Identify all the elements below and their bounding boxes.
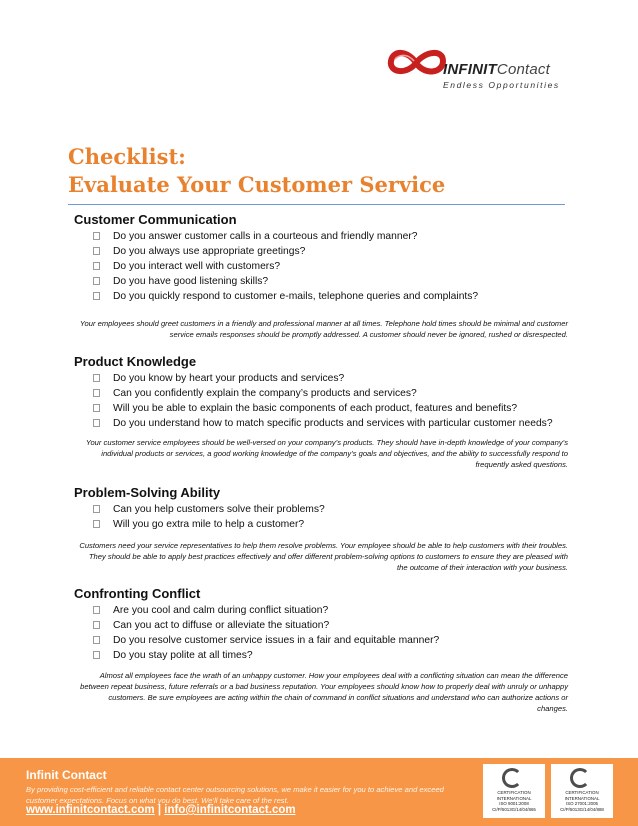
checklist-item-text: Will you go extra mile to help a customer? bbox=[113, 519, 305, 530]
section-heading: Confronting Conflict bbox=[74, 586, 201, 601]
email-link[interactable]: info@infinitcontact.com bbox=[164, 804, 296, 816]
checklist-item bbox=[68, 274, 568, 289]
section-heading: Problem-Solving Ability bbox=[74, 485, 221, 500]
section-note: Your employees should greet customers in a friendly and professional manner at all times. Telephone hold times should be minimal and customer service emails responses should be promptly addressed. A customer should never be ignored, rushed or disrespected. bbox=[79, 319, 568, 339]
website-link[interactable]: www.infinitcontact.com bbox=[26, 804, 155, 816]
checklist-item-text: Do you stay polite at all times? bbox=[113, 650, 253, 661]
checklist bbox=[68, 603, 568, 663]
checklist-item bbox=[68, 259, 568, 274]
checklist-item-text: Do you always use appropriate greetings? bbox=[113, 246, 306, 257]
checklist-item bbox=[68, 416, 568, 431]
section-confronting-conflict bbox=[68, 586, 568, 714]
title-line-1: Checklist: bbox=[68, 144, 186, 169]
certification-text: CERTIFICATION INTERNATIONAL ISO 9001:2008 CI/P/5013G/14/04/865 bbox=[492, 790, 536, 812]
checklist bbox=[68, 502, 568, 532]
checkbox[interactable] bbox=[93, 520, 100, 528]
infinity-logo-icon bbox=[385, 43, 447, 83]
checklist-item-text: Can you help customers solve their problems? bbox=[113, 504, 325, 515]
section-note: Your customer service employees should be well-versed on your company’s products. They should have in-depth knowledge of your company’s individual products or services, a good working knowledge of the company’s goals and objectives, and the ability to successfully respond to frequently asked questions. bbox=[85, 438, 568, 469]
checkbox[interactable] bbox=[93, 505, 100, 513]
checkbox[interactable] bbox=[93, 404, 100, 412]
checklist-item bbox=[68, 386, 568, 401]
checklist-sections bbox=[68, 212, 568, 714]
section-note: Almost all employees face the wrath of an unhappy customer. How your employees deal with a conflicting situation can mean the difference between repeat business, future referrals or a bad business reputation. Your employees should know how to properly deal with unruly or unhappy customers. Be sure employees are acting within the chain of command in conflict situations and understand who can authorize actions or changes. bbox=[80, 671, 568, 713]
footer-company-name: Infinit Contact bbox=[26, 768, 107, 782]
checklist-item bbox=[68, 648, 568, 663]
checklist-item-text: Do you answer customer calls in a courteous and friendly manner? bbox=[113, 231, 418, 242]
checkbox[interactable] bbox=[93, 232, 100, 240]
logo-tagline: Endless Opportunities bbox=[443, 80, 560, 90]
checklist-item-text: Do you quickly respond to customer e-mails, telephone queries and complaints? bbox=[113, 291, 479, 302]
checkbox[interactable] bbox=[93, 389, 100, 397]
checkbox[interactable] bbox=[93, 247, 100, 255]
checklist-item-text: Are you cool and calm during conflict situation? bbox=[113, 605, 329, 616]
checkbox[interactable] bbox=[93, 419, 100, 427]
link-separator: | bbox=[157, 804, 162, 816]
logo-name-light: Contact bbox=[496, 61, 551, 78]
page-title bbox=[68, 143, 565, 199]
checkbox[interactable] bbox=[93, 262, 100, 270]
checklist-item-text: Can you act to diffuse or alleviate the situation? bbox=[113, 620, 330, 631]
checklist-item-text: Do you understand how to match specific products and services with particular customer needs? bbox=[113, 418, 553, 429]
checklist-item-text: Do you interact well with customers? bbox=[113, 261, 281, 272]
footer-blurb: By providing cost-efficient and reliable contact center outsourcing solutions, we make it easier for you to achieve and exceed customer expectations. Focus on what you do best. We’ll take care of the rest. bbox=[26, 785, 444, 805]
certification-seal-icon bbox=[570, 768, 590, 788]
iso-27001-certification-badge bbox=[551, 764, 613, 818]
logo-name-bold: INFINIT bbox=[443, 61, 497, 78]
checklist-item bbox=[68, 244, 568, 259]
certification-seal-icon bbox=[502, 768, 522, 788]
checklist-item bbox=[68, 229, 568, 244]
checkbox[interactable] bbox=[93, 621, 100, 629]
checklist-item bbox=[68, 517, 568, 532]
checklist-item bbox=[68, 401, 568, 416]
checklist-item bbox=[68, 502, 568, 517]
checkbox[interactable] bbox=[93, 374, 100, 382]
footer-contact-links bbox=[26, 804, 296, 816]
iso-9001-certification-badge bbox=[483, 764, 545, 818]
checklist-item-text: Do you resolve customer service issues in a fair and equitable manner? bbox=[113, 635, 440, 646]
checklist-item bbox=[68, 633, 568, 648]
section-customer-communication bbox=[68, 212, 568, 340]
title-divider bbox=[68, 204, 565, 205]
page-footer bbox=[0, 758, 638, 826]
section-heading: Product Knowledge bbox=[74, 354, 197, 369]
checkbox[interactable] bbox=[93, 636, 100, 644]
section-heading: Customer Communication bbox=[74, 212, 237, 227]
checklist-item bbox=[68, 371, 568, 386]
checklist bbox=[68, 229, 568, 304]
checklist-item bbox=[68, 603, 568, 618]
company-logo bbox=[385, 43, 560, 105]
checkbox[interactable] bbox=[93, 277, 100, 285]
checklist-item bbox=[68, 618, 568, 633]
checklist-item-text: Do you know by heart your products and services? bbox=[113, 373, 345, 384]
title-line-2: Evaluate Your Customer Service bbox=[68, 172, 446, 197]
checkbox[interactable] bbox=[93, 651, 100, 659]
section-note: Customers need your service representatives to help them resolve problems. Your employee should be able to help customers with their troubles. They should be able to apply best practices effectively and offer different problem-solving options to customers to ensure they are pleased with the outcome of their interaction with your business. bbox=[79, 541, 568, 572]
checklist bbox=[68, 371, 568, 431]
checklist-item-text: Can you confidently explain the company’s products and services? bbox=[113, 388, 417, 399]
section-product-knowledge bbox=[68, 354, 568, 470]
checklist-item bbox=[68, 289, 568, 304]
logo-wordmark bbox=[443, 61, 550, 78]
checklist-item-text: Will you be able to explain the basic components of each product, features and benefits? bbox=[113, 403, 518, 414]
section-problem-solving bbox=[68, 485, 568, 573]
checkbox[interactable] bbox=[93, 292, 100, 300]
checklist-item-text: Do you have good listening skills? bbox=[113, 276, 269, 287]
certification-text: CERTIFICATION INTERNATIONAL ISO 27001:2005 CI/P/5013G/14/04/888 bbox=[560, 790, 604, 812]
checkbox[interactable] bbox=[93, 606, 100, 614]
